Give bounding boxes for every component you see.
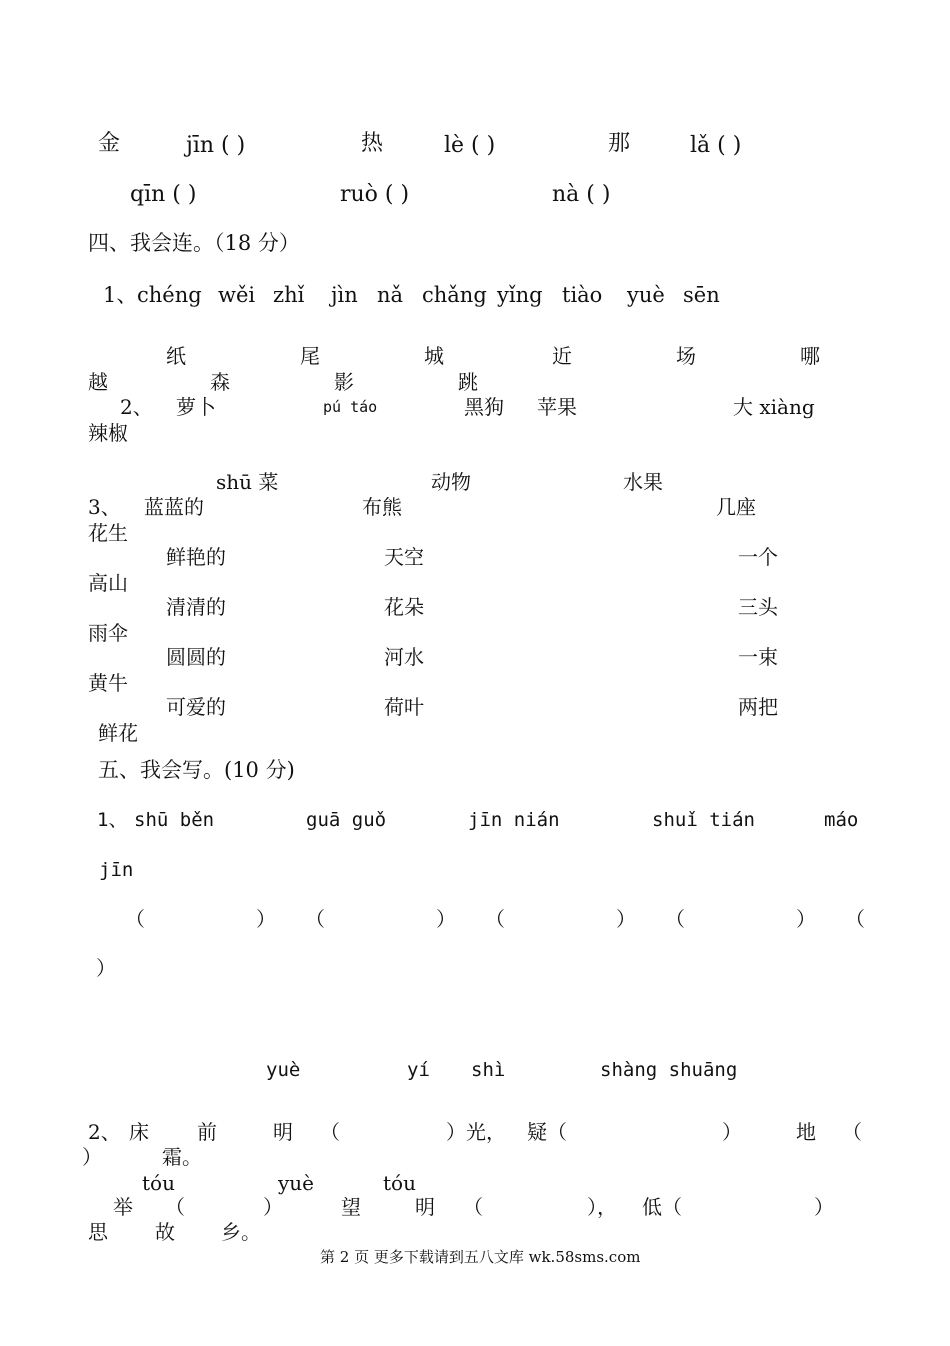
s5q1-label: 1、 — [97, 809, 128, 831]
s5q2-char: ）， — [587, 1195, 617, 1219]
pinyin-le: lè ( ) — [444, 133, 496, 158]
s5q2-char: 地 — [796, 1120, 816, 1144]
s5q1-pinyin: guā guǒ — [306, 809, 387, 831]
q3-measure: 三头 — [738, 595, 778, 619]
q3-wrap: 鲜花 — [98, 721, 138, 745]
page-footer: 第 2 页 更多下载请到五八文库 wk.58sms.com — [320, 1248, 641, 1266]
q2-category: 水果 — [623, 470, 663, 494]
q3-noun: 天空 — [384, 545, 424, 569]
s5q2-char: （ — [165, 1195, 185, 1219]
q1-label: 1、 — [103, 283, 138, 307]
q3-label: 3、 — [88, 495, 121, 519]
s5q1-paren-open: （ — [665, 907, 685, 931]
s5q2-pinyin: yí — [407, 1059, 430, 1081]
q3-noun: 花朵 — [384, 595, 424, 619]
s5q2-char: ）光， — [446, 1120, 506, 1144]
q1-pinyin: zhǐ — [273, 283, 305, 307]
q1-pinyin: nǎ — [377, 283, 404, 307]
q2-label: 2、 — [120, 395, 153, 419]
q1-pinyin: chǎng — [422, 283, 487, 307]
s5q1-pinyin: shuǐ tián — [652, 809, 755, 831]
s5q2-char: 霜。 — [162, 1145, 202, 1169]
q3-noun: 荷叶 — [384, 695, 424, 719]
s5q1-pinyin: máo — [824, 809, 859, 831]
q3-wrap: 雨伞 — [88, 621, 128, 645]
q3-measure: 一个 — [738, 545, 778, 569]
s5q2-char: 乡。 — [221, 1220, 261, 1244]
q1-char: 跳 — [458, 370, 478, 394]
q3-noun: 布熊 — [362, 495, 402, 519]
s5q2-char: （ — [320, 1120, 340, 1144]
q2-item: 黑狗 — [464, 395, 504, 419]
q1-pinyin: sēn — [683, 283, 720, 307]
s5q2-char: 前 — [197, 1120, 217, 1144]
s5q2-pinyin: shàng shuāng — [600, 1059, 738, 1081]
q3-adj: 清清的 — [166, 595, 226, 619]
q1-pinyin: yuè — [627, 283, 665, 307]
q1-pinyin: yǐng — [497, 283, 543, 307]
q2-item: 大 xiàng — [733, 395, 815, 419]
char-na: 那 — [608, 131, 631, 156]
q3-adj: 鲜艳的 — [166, 545, 226, 569]
pinyin-na: nà ( ) — [552, 182, 611, 207]
q1-pinyin: jìn — [331, 283, 358, 307]
q2-item: pú táo — [323, 398, 378, 416]
s5q2-pinyin: tóu — [142, 1171, 175, 1195]
q1-char: 场 — [676, 344, 696, 368]
s5q1-paren-close: ） — [436, 907, 456, 931]
q3-wrap: 高山 — [88, 571, 128, 595]
q1-pinyin: chéng — [137, 283, 202, 307]
q3-measure: 两把 — [738, 695, 778, 719]
q2-category: 动物 — [431, 470, 471, 494]
q1-char: 尾 — [300, 344, 320, 368]
s5q2-char: ） — [263, 1195, 283, 1219]
q2-item: 萝卜 — [176, 395, 216, 419]
q3-measure: 几座 — [716, 495, 756, 519]
s5q2-char: 明 — [415, 1195, 435, 1219]
q3-adj: 蓝蓝的 — [144, 495, 204, 519]
char-jin: 金 — [98, 131, 121, 156]
s5q1-wrap: jīn — [99, 859, 134, 881]
s5q2-char: 望 — [341, 1195, 361, 1219]
pinyin-qin: qīn ( ) — [130, 182, 197, 207]
s5q2-char: 明 — [273, 1120, 293, 1144]
s5q2-char: （ — [463, 1195, 483, 1219]
s5q1-paren-open: （ — [485, 907, 505, 931]
s5q2-char: 思 — [88, 1220, 108, 1244]
q2-item: 辣椒 — [88, 421, 128, 445]
q1-char: 越 — [88, 370, 108, 394]
s5q2-char: ） — [82, 1145, 102, 1169]
section-5-title: 五、我会写。(10 分) — [98, 758, 295, 782]
q1-char: 城 — [424, 344, 444, 368]
q1-pinyin: wěi — [218, 283, 256, 307]
q1-char: 纸 — [166, 344, 186, 368]
s5q1-pinyin: shū běn — [134, 809, 215, 831]
s5q2-char: ） — [814, 1195, 834, 1219]
q3-measure: 一束 — [738, 645, 778, 669]
s5q2-char: 床 — [129, 1120, 149, 1144]
pinyin-la: lǎ ( ) — [690, 133, 742, 158]
s5q2-pinyin: shì — [471, 1059, 506, 1081]
q3-adj: 圆圆的 — [166, 645, 226, 669]
pinyin-ruo: ruò ( ) — [340, 182, 410, 207]
s5q2-char: （ — [842, 1120, 862, 1144]
s5q1-paren-open: （ — [305, 907, 325, 931]
q3-wrap: 黄牛 — [88, 671, 128, 695]
s5q1-paren-open: （ — [845, 907, 865, 931]
q1-char: 森 — [210, 370, 230, 394]
s5q2-pinyin: tóu — [383, 1171, 416, 1195]
q3-adj: 可爱的 — [166, 695, 226, 719]
q1-char: 近 — [552, 344, 572, 368]
q3-wrap: 花生 — [88, 521, 128, 545]
q1-char: 影 — [334, 370, 354, 394]
pinyin-jin: jīn ( ) — [186, 133, 246, 158]
s5q2-char: ） — [722, 1120, 742, 1144]
s5q1-paren-close: ） — [96, 956, 116, 980]
q2-item: 苹果 — [537, 395, 577, 419]
s5q2-pinyin: yuè — [278, 1171, 315, 1195]
s5q2-label: 2、 — [88, 1120, 121, 1144]
s5q2-pinyin: yuè — [266, 1059, 301, 1081]
s5q1-pinyin: jīn nián — [468, 809, 560, 831]
s5q1-paren-close: ） — [256, 907, 276, 931]
s5q1-paren-close: ） — [796, 907, 816, 931]
s5q2-char: 故 — [155, 1220, 175, 1244]
q1-char: 哪 — [800, 344, 820, 368]
s5q2-char: 低（ — [642, 1195, 682, 1219]
q1-pinyin: tiào — [562, 283, 603, 307]
s5q2-char: 举 — [113, 1195, 133, 1219]
q3-noun: 河水 — [384, 645, 424, 669]
char-re: 热 — [361, 131, 384, 156]
s5q1-paren-close: ） — [616, 907, 636, 931]
section-4-title: 四、我会连。（18 分） — [88, 231, 300, 255]
s5q1-paren-open: （ — [125, 907, 145, 931]
s5q2-char: 疑（ — [527, 1120, 567, 1144]
q2-category: shū 菜 — [216, 470, 279, 494]
